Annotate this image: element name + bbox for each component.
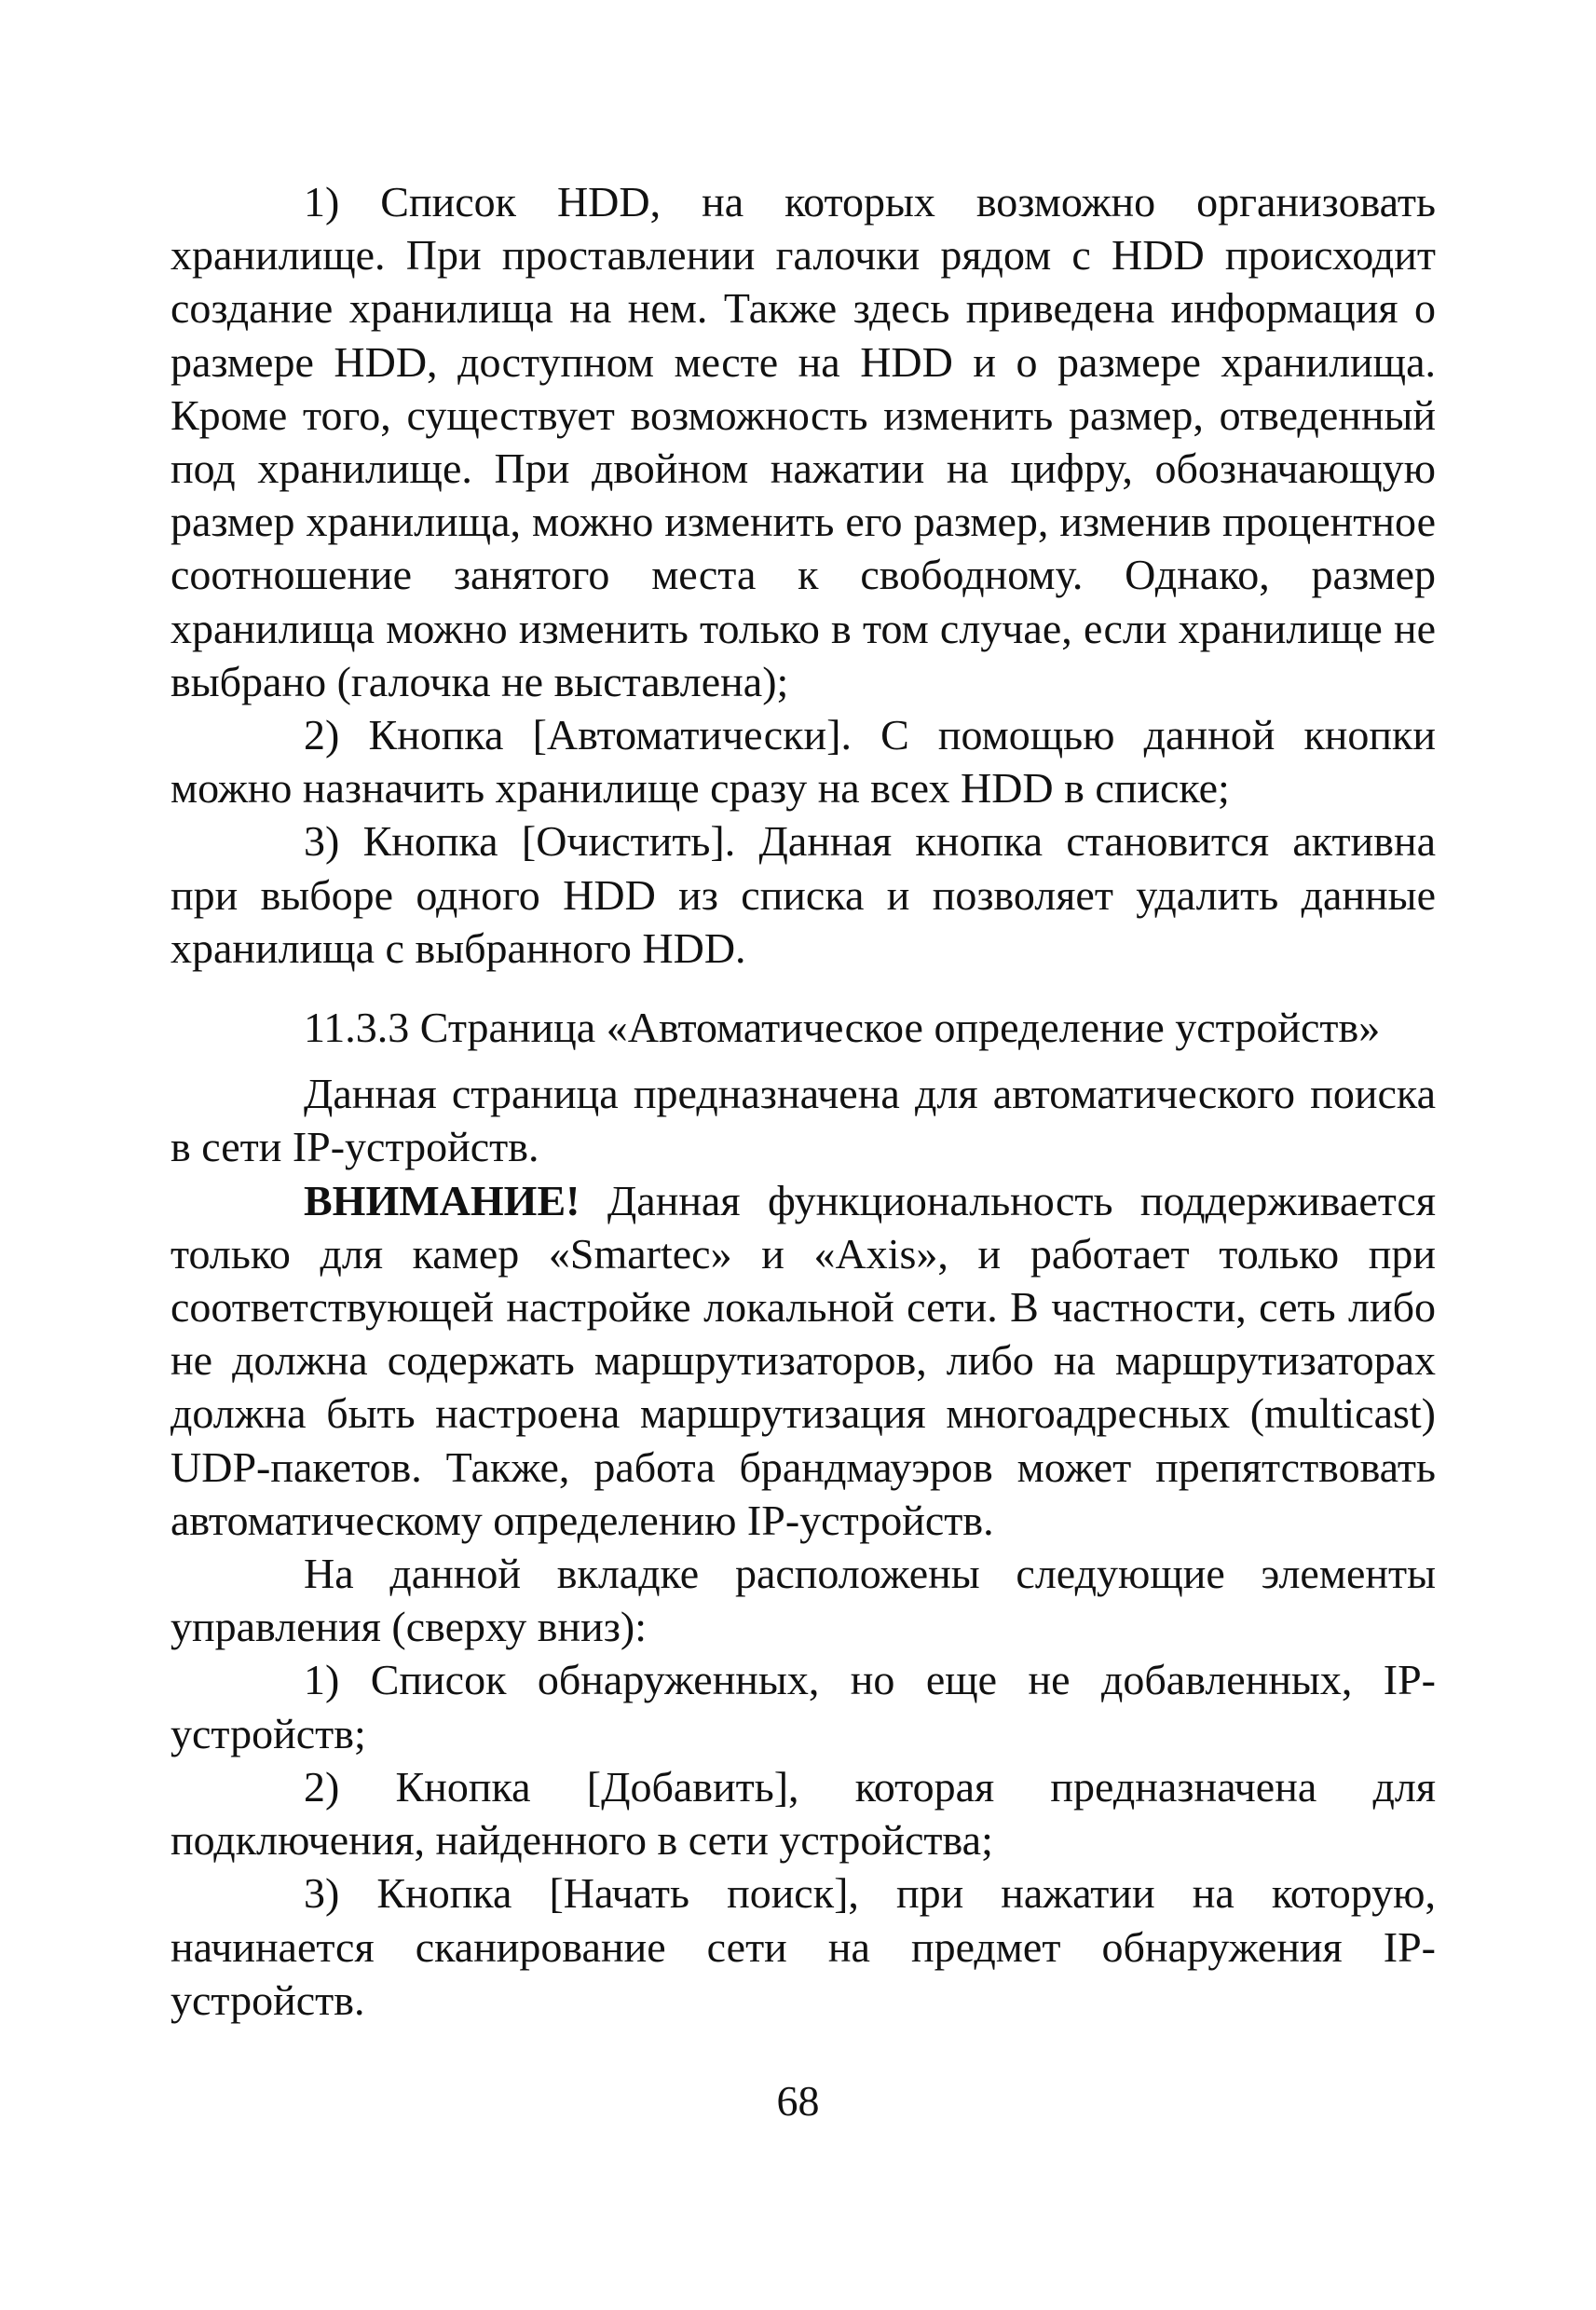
section-heading: 11.3.3 Страница «Автоматическое определение устройств» — [304, 1004, 1381, 1052]
list-item-device-list: 1) Список обнаруженных, но еще не добавленных, IP-устройств; — [171, 1656, 1436, 1757]
paragraph-hdd-list: 1) Список HDD, на которых возможно организовать хранилище. При проставлении галочки рядом с HDD происходит создание хранилища на нем. Также здесь приведена информация о размере HDD, доступном месте на HDD и о размере хранилища. Кроме того, существует возможность изменить размер, отведенный под хранилище. При двойном нажатии на цифру, обозначающую размер хранилища, можно изменить его размер, изменив процентное соотношение занятого места к свободному. Однако, размер хранилища можно изменить только в том случае, если хранилище не выбрано (галочка не выставлена); — [171, 178, 1436, 705]
paragraph-clear-button: 3) Кнопка [Очистить]. Данная кнопка становится активна при выборе одного HDD из списка и позволяет удалить данные хранилища с выбранного HDD. — [171, 817, 1436, 972]
page-body — [171, 175, 1436, 2027]
paragraph-auto-button: 2) Кнопка [Автоматически]. С помощью данной кнопки можно назначить хранилище сразу на всех HDD в списке; — [171, 711, 1436, 813]
paragraph-warning — [171, 1174, 1436, 1547]
list-item-add-button: 2) Кнопка [Добавить], которая предназначена для подключения, найденного в сети устройства; — [171, 1762, 1436, 1865]
paragraph-intro: Данная страница предназначена для автоматического поиска в сети IP-устройств. — [171, 1070, 1436, 1171]
list-item-search-button: 3) Кнопка [Начать поиск], при нажатии на которую, начинается сканирование сети на предмет обнаружения IP-устройств. — [171, 1869, 1436, 2024]
warning-text: Данная функциональность поддерживается только для камер «Smartec» и «Axis», и работает только при соответствующей настройке локальной сети. В частности, сеть либо не должна содержать маршрутизаторов, либо на маршрутизаторах должна быть настроена маршрутизация многоадресных (multicast) UDP-пакетов. Также, работа брандмауэров может препятствовать автоматическому определению IP-устройств. — [171, 1176, 1436, 1544]
warning-label: ВНИМАНИЕ! — [304, 1176, 580, 1224]
page-number: 68 — [776, 2077, 820, 2125]
paragraph-controls-intro: На данной вкладке расположены следующие элементы управления (сверху вниз): — [171, 1550, 1436, 1651]
